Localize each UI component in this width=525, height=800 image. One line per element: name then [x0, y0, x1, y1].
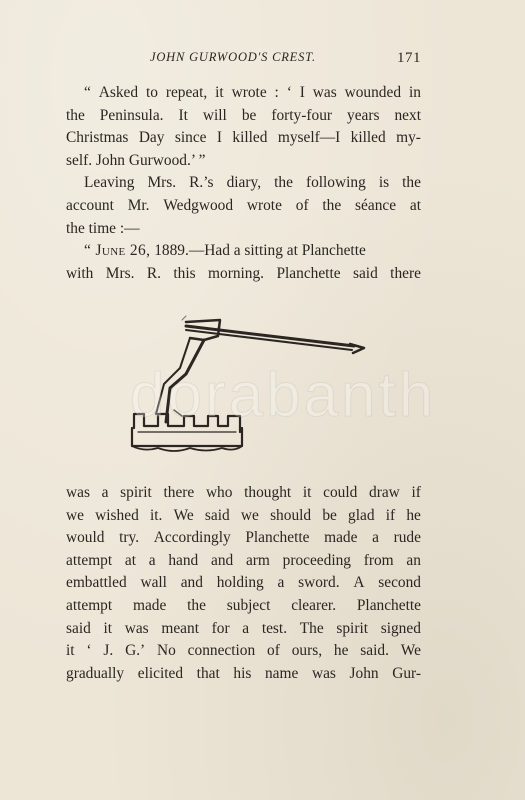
word: Mrs.: [105, 264, 135, 282]
word: meant: [161, 619, 199, 637]
word: there: [163, 484, 195, 501]
word: Mr.: [127, 196, 150, 214]
word: embattled: [66, 574, 127, 592]
word: repeat,: [165, 84, 208, 101]
word: elicited: [137, 664, 184, 682]
word: ‘: [286, 84, 292, 101]
word: following: [305, 174, 366, 192]
word: diary,: [226, 174, 262, 192]
word: R.: [146, 264, 161, 282]
word: was: [66, 484, 90, 501]
word: rude: [393, 529, 421, 547]
word: test.: [261, 619, 288, 637]
word: A: [353, 574, 365, 592]
word: séance: [355, 196, 397, 214]
word: the: [402, 174, 421, 192]
word: thought: [244, 484, 292, 501]
word: wall: [140, 574, 167, 592]
word: Wedgwood: [163, 196, 234, 214]
word: arm: [245, 551, 270, 569]
text-line: [66, 663, 421, 686]
word: his: [233, 664, 252, 682]
text-line: [66, 482, 421, 505]
page-header: [66, 50, 421, 72]
word: wished: [95, 506, 139, 524]
word: and: [180, 574, 203, 592]
word: with: [66, 264, 94, 282]
word: that: [196, 664, 220, 682]
word: he: [333, 642, 349, 660]
word: ‘: [86, 642, 92, 660]
word: R.’s: [189, 174, 214, 192]
text-line: [66, 240, 421, 263]
word: at: [124, 551, 137, 569]
word: Planchette: [356, 596, 421, 614]
word: Day: [138, 129, 165, 147]
word: Asked: [98, 84, 139, 101]
text-line: self. John Gurwood.’ ”: [66, 151, 206, 169]
text-line: [66, 572, 421, 595]
text-line: [66, 640, 421, 663]
word: said: [352, 264, 378, 282]
paragraph: [66, 240, 421, 285]
word: myself—I: [277, 129, 341, 147]
word: Gur-: [392, 664, 421, 682]
word: is: [378, 174, 390, 192]
word: the: [187, 596, 206, 614]
word: Christmas: [66, 129, 129, 147]
word: a: [242, 619, 250, 637]
word: draw: [369, 484, 400, 501]
word: morning.: [208, 264, 265, 282]
word: It: [178, 106, 188, 124]
watermark: dorabanth: [130, 361, 437, 430]
word: Leaving: [84, 174, 135, 192]
word: he: [406, 506, 421, 524]
text-line: [66, 263, 421, 286]
text-line: [66, 82, 421, 105]
word: spirit: [336, 619, 369, 637]
word: Planchette: [276, 264, 341, 282]
word: I: [299, 84, 305, 101]
word: should: [270, 506, 312, 524]
word: a: [101, 484, 109, 501]
word: my-: [396, 129, 421, 147]
word: spirit: [120, 484, 152, 501]
word: from: [363, 551, 394, 569]
word: No: [157, 642, 176, 660]
word: wrote: [246, 196, 282, 214]
word: it: [66, 642, 75, 660]
page-number: 171: [397, 50, 421, 66]
word: killed: [350, 129, 386, 147]
word: in: [408, 84, 421, 101]
word: who: [205, 484, 233, 501]
word: a: [372, 529, 379, 547]
word: we: [240, 506, 259, 524]
text-line: [66, 195, 421, 218]
word: it: [215, 84, 224, 101]
word: ours,: [291, 642, 323, 660]
text-line-rest: 1889.—Had a sitting at Planchette: [150, 242, 366, 260]
word: it.: [149, 506, 163, 524]
word: since: [174, 129, 207, 147]
word: be: [241, 106, 257, 124]
word: an: [406, 551, 421, 569]
word: a: [277, 574, 285, 592]
word: We: [400, 642, 421, 660]
word: it: [302, 484, 312, 501]
word: try.: [119, 529, 140, 547]
word: years: [347, 106, 380, 124]
word: glad: [348, 506, 375, 524]
text-line: the time :—: [66, 219, 140, 237]
word: hand: [168, 551, 199, 569]
word: will: [202, 106, 227, 124]
word: holding: [216, 574, 264, 592]
word: a: [148, 551, 156, 569]
text-line: [66, 172, 421, 195]
word: was: [124, 619, 149, 637]
word: it: [103, 619, 113, 637]
word: We: [173, 506, 194, 524]
word: the: [66, 106, 85, 124]
word: account: [66, 196, 114, 214]
word: G.’: [125, 642, 146, 660]
text-line: [66, 550, 421, 573]
word: made: [132, 596, 167, 614]
word: I: [216, 129, 223, 147]
word: signed: [380, 619, 421, 637]
text-line: [66, 505, 421, 528]
paragraph: [66, 82, 421, 172]
word: of: [267, 642, 280, 660]
word: could: [323, 484, 358, 501]
word: killed: [232, 129, 268, 147]
word: clearer.: [291, 596, 337, 614]
running-title: JOHN GURWOOD'S CREST.: [150, 50, 316, 64]
word: “: [84, 84, 91, 101]
word: would: [66, 529, 105, 547]
word: made: [324, 529, 358, 547]
word: The: [299, 619, 324, 637]
word: for: [211, 619, 230, 637]
word: name: [264, 664, 299, 682]
word: the: [274, 174, 293, 192]
word: second: [378, 574, 421, 592]
word: if: [385, 506, 396, 524]
word: of: [295, 196, 309, 214]
word: gradually: [66, 664, 125, 682]
word: at: [409, 196, 421, 214]
word: said: [204, 506, 230, 524]
word: John: [349, 664, 379, 682]
date-lead: “ June 26,: [84, 242, 151, 260]
word: said.: [360, 642, 389, 660]
text-line: [66, 618, 421, 641]
word: J.: [103, 642, 114, 660]
word: wounded: [344, 84, 402, 101]
word: there: [390, 264, 421, 282]
word: forty-four: [271, 106, 333, 124]
word: attempt: [66, 596, 113, 614]
text-line: [66, 127, 421, 150]
word: be: [322, 506, 337, 524]
word: sword.: [298, 574, 340, 592]
word: Accordingly: [153, 529, 231, 547]
word: proceeding: [282, 551, 351, 569]
word: Peninsula.: [99, 106, 164, 124]
word: wrote: [231, 84, 267, 101]
word: Planchette: [245, 529, 310, 547]
text-line: [66, 595, 421, 618]
paragraph: [66, 172, 421, 240]
text-block-bottom: [66, 482, 421, 685]
text-line: [66, 527, 421, 550]
word: was: [312, 84, 337, 101]
text-line: [66, 105, 421, 128]
word: the: [322, 196, 342, 214]
word: if: [411, 484, 421, 501]
text-block-top: [66, 82, 421, 285]
word: to: [145, 84, 158, 101]
word: next: [394, 106, 421, 124]
word: connection: [187, 642, 256, 660]
word: we: [66, 506, 84, 524]
word: subject: [226, 596, 271, 614]
word: attempt: [66, 551, 113, 569]
word: and: [210, 551, 234, 569]
word: this: [173, 264, 196, 282]
word: Mrs.: [147, 174, 177, 192]
word: said: [66, 619, 91, 637]
word: :: [274, 84, 279, 101]
word: was: [311, 664, 336, 682]
